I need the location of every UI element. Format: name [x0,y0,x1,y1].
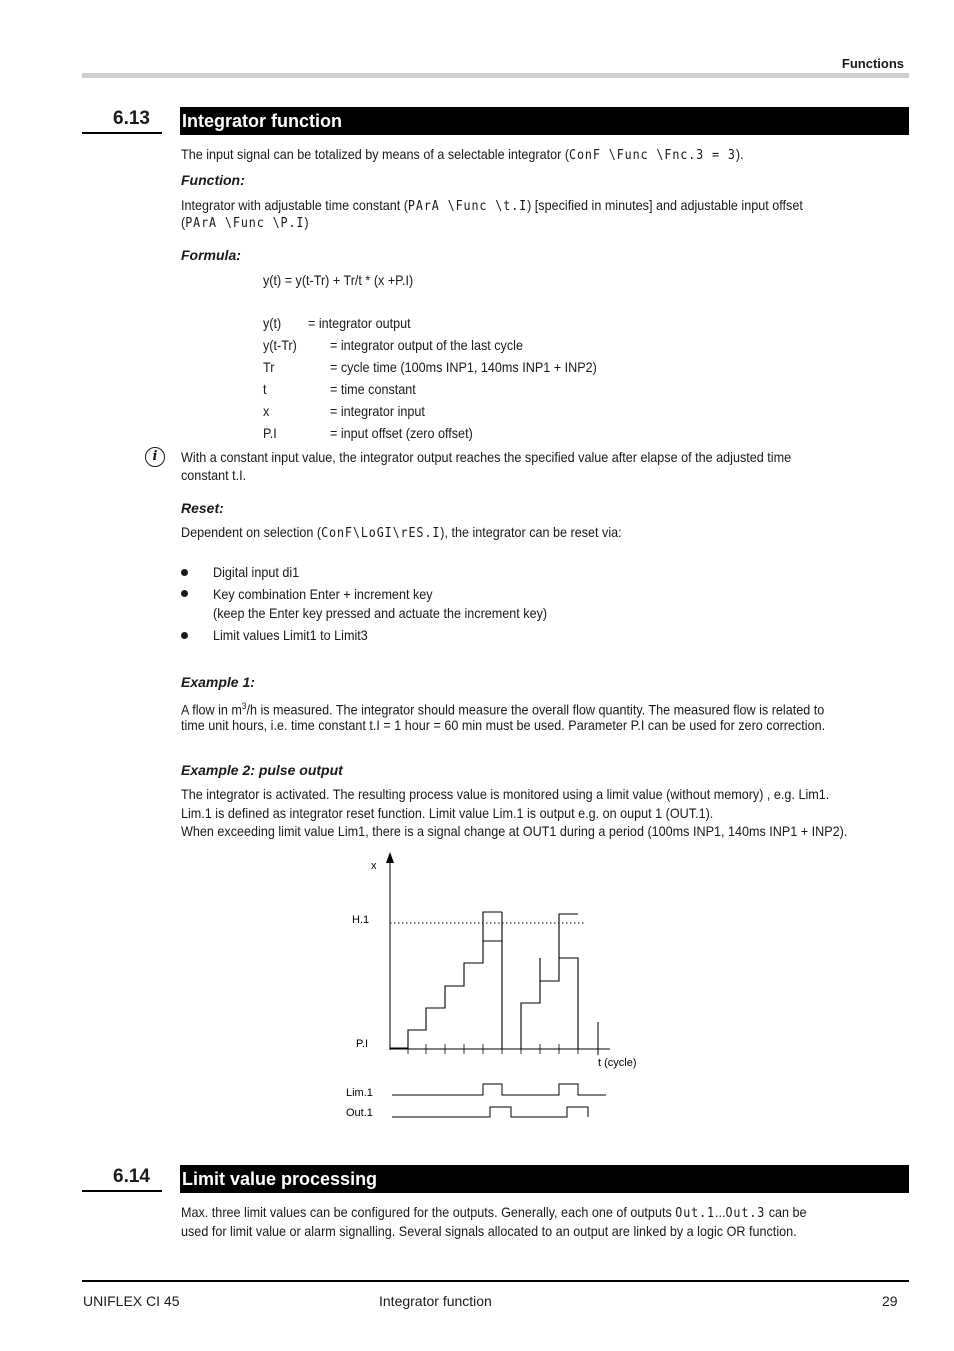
example2-line-1: The integrator is activated. The resulting process value is monitored using a limit value (without memory) , e.g. Lim1. [181,786,830,802]
intro-text: The input signal can be totalized by means of a selectable integrator ( [181,146,570,162]
bullet-dot [181,590,188,597]
definition-symbol: Tr [263,359,275,375]
definition-symbol: P.I [263,425,277,441]
formula: y(t) = y(t-Tr) + Tr/t * (x +P.I) [263,272,414,288]
y-axis-arrow [386,852,394,863]
bullet-dot [181,569,188,576]
out1-signal [392,1107,588,1117]
note-line-2: constant t.I. [181,467,247,483]
ellipsis: ... [714,1204,726,1220]
t-axis-label: t (cycle) [598,1057,637,1069]
function-text: Integrator with adjustable time constant ( [181,197,408,213]
footer-rule [82,1280,909,1282]
integrator-peak-1 [483,912,502,941]
section-title-bar: Limit value processing [180,1165,909,1193]
limit-paragraph-line-2: used for limit value or alarm signalling. Several signals allocated to an output are linked by a logic OR function. [181,1223,797,1239]
output-code-1: Out.1 [675,1206,715,1221]
definition-desc: = integrator output of the last cycle [330,337,523,353]
superscript: 3 [241,701,247,711]
section-number-rule [82,1190,162,1192]
function-heading: Function: [181,172,245,188]
pulse-output-diagram [330,845,660,1125]
intro-paragraph [181,145,744,165]
function-code-offset: PArA \Func \P.I [185,216,305,231]
formula-heading: Formula: [181,247,241,263]
note-line-1: With a constant input value, the integrator output reaches the specified value after elapse of the adjusted time [181,449,792,465]
reset-heading: Reset: [181,500,224,516]
definition-symbol: x [263,403,270,419]
p-i-label: P.I [356,1038,369,1050]
function-code-time: PArA \Func \t.I [407,199,528,214]
reset-text-end: ), the integrator can be reset via: [440,524,622,540]
bullet-dot [181,632,188,639]
function-open: ( [181,214,186,230]
section-number: 6.14 [113,1166,150,1187]
y-axis-label: x [371,860,377,872]
function-line-2 [181,213,309,233]
definition-desc: = input offset (zero offset) [330,425,473,441]
definition-symbol: t [263,381,267,397]
function-text-mid: ) [specified in minutes] and adjustable input offset [527,197,803,213]
example2-line-2: Lim.1 is defined as integrator reset function. Limit value Lim.1 is output e.g. on ouput 1 (OUT.1). [181,805,714,821]
section-number: 6.13 [113,108,150,129]
intro-code: ConF \Func \Fnc.3 = 3 [569,148,736,163]
limit-paragraph-line-1 [181,1203,807,1223]
list-item: Digital input di1 [213,564,300,580]
definition-desc: = integrator output [308,315,411,331]
example1-heading: Example 1: [181,674,255,690]
lim1-label: Lim.1 [346,1087,373,1099]
example1-text: A flow in m [181,701,242,718]
page-number: 29 [882,1293,898,1309]
output-code-3: Out.3 [725,1206,766,1221]
example1-line-2: time unit hours, i.e. time constant t.I = 1 hour = 60 min must be used. Parameter P.I can be used for zero correction. [181,717,826,733]
section-title-bar: Integrator function [180,107,909,135]
definition-symbol: y(t) [263,315,282,331]
limit-text: Max. three limit values can be configured for the outputs. Generally, each one of outputs [181,1204,676,1220]
function-close: ) [304,214,309,230]
lim1-signal [392,1084,606,1095]
footer-product: UNIFLEX CI 45 [83,1293,180,1309]
limit-text-end: can be [765,1204,807,1220]
h1-label: H.1 [352,914,370,926]
out1-label: Out.1 [346,1107,373,1119]
reset-paragraph [181,523,622,543]
integrator-output-curve [390,912,578,1049]
example2-line-3: When exceeding limit value Lim1, there is a signal change at OUT1 during a period (100ms INP1, 140ms INP1 + INP2). [181,823,848,839]
info-icon: i [145,447,165,467]
definition-symbol: y(t-Tr) [263,337,297,353]
reset-code: ConF\LoGI\rES.I [321,526,441,541]
list-item: Key combination Enter + increment key [213,586,433,602]
list-item: Limit values Limit1 to Limit3 [213,627,368,643]
section-number-rule [82,132,162,134]
example1-text-rest: /h is measured. The integrator should measure the overall flow quantity. The measured flow is related to [246,701,825,718]
footer-section: Integrator function [379,1293,492,1309]
definition-desc: = cycle time (100ms INP1, 140ms INP1 + INP2) [330,359,597,375]
definition-desc: = integrator input [330,403,425,419]
reset-text: Dependent on selection ( [181,524,322,540]
header-rule [82,73,909,78]
example2-heading: Example 2: pulse output [181,762,343,778]
intro-text-end: ). [735,146,744,162]
definition-desc: = time constant [330,381,416,397]
list-item-continued: (keep the Enter key pressed and actuate the increment key) [213,605,548,621]
running-header: Functions [841,56,904,71]
